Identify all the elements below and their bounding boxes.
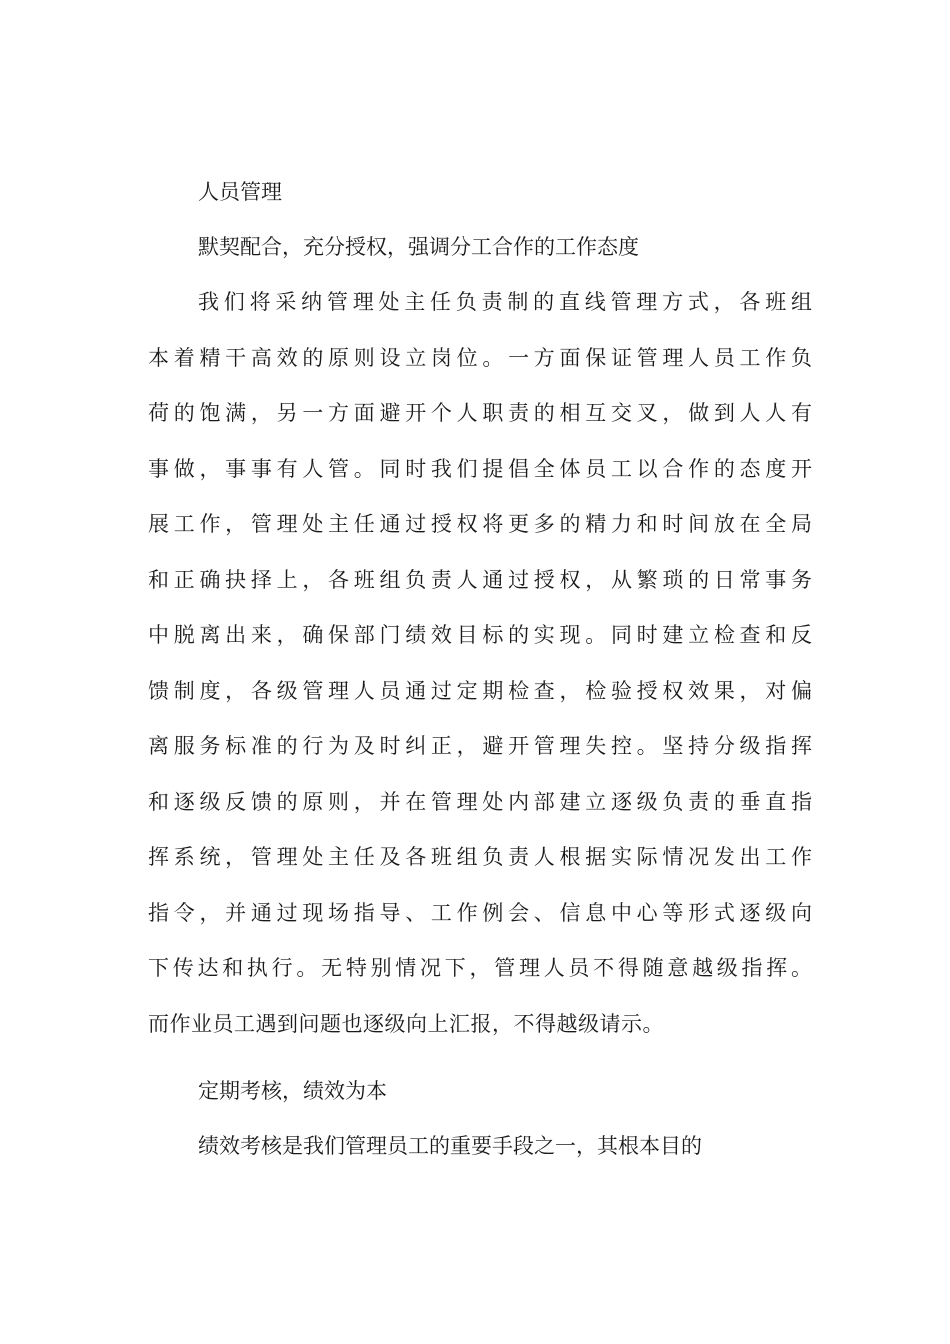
paragraph-line: 离服务标准的行为及时纠正，避开管理失控。坚持分级指挥: [148, 734, 812, 758]
subheading-cooperation: 默契配合，充分授权，强调分工合作的工作态度: [198, 235, 639, 259]
subheading-assessment: 定期考核，绩效为本: [198, 1079, 387, 1103]
paragraph-management: [148, 288, 812, 1065]
paragraph-line: 事做，事事有人管。同时我们提倡全体员工以合作的态度开: [148, 456, 812, 481]
paragraph-line: 我们将采纳管理处主任负责制的直线管理方式，各班组: [198, 290, 812, 314]
paragraph-line: 展工作，管理处主任通过授权将更多的精力和时间放在全局: [148, 512, 812, 536]
paragraph-line: 而作业员工遇到问题也逐级向上汇报，不得越级请示。: [148, 1011, 664, 1036]
section-heading: 人员管理: [198, 180, 282, 204]
paragraph-line: 下传达和执行。无特别情况下，管理人员不得随意越级指挥。: [148, 956, 812, 980]
paragraph-assessment: 绩效考核是我们管理员工的重要手段之一，其根本目的: [198, 1134, 702, 1158]
paragraph-line: 馈制度，各级管理人员通过定期检查，检验授权效果，对偏: [148, 678, 812, 703]
paragraph-line: 挥系统，管理处主任及各班组负责人根据实际情况发出工作: [148, 845, 812, 869]
paragraph-line: 本着精干高效的原则设立岗位。一方面保证管理人员工作负: [148, 345, 812, 370]
paragraph-line: 和逐级反馈的原则，并在管理处内部建立逐级负责的垂直指: [148, 789, 812, 814]
paragraph-line: 中脱离出来，确保部门绩效目标的实现。同时建立检查和反: [148, 623, 812, 647]
paragraph-line: 指令，并通过现场指导、工作例会、信息中心等形式逐级向: [148, 900, 812, 925]
paragraph-line: 荷的饱满，另一方面避开个人职责的相互交叉，做到人人有: [148, 401, 812, 425]
paragraph-line: 和正确抉择上，各班组负责人通过授权，从繁琐的日常事务: [148, 567, 812, 592]
